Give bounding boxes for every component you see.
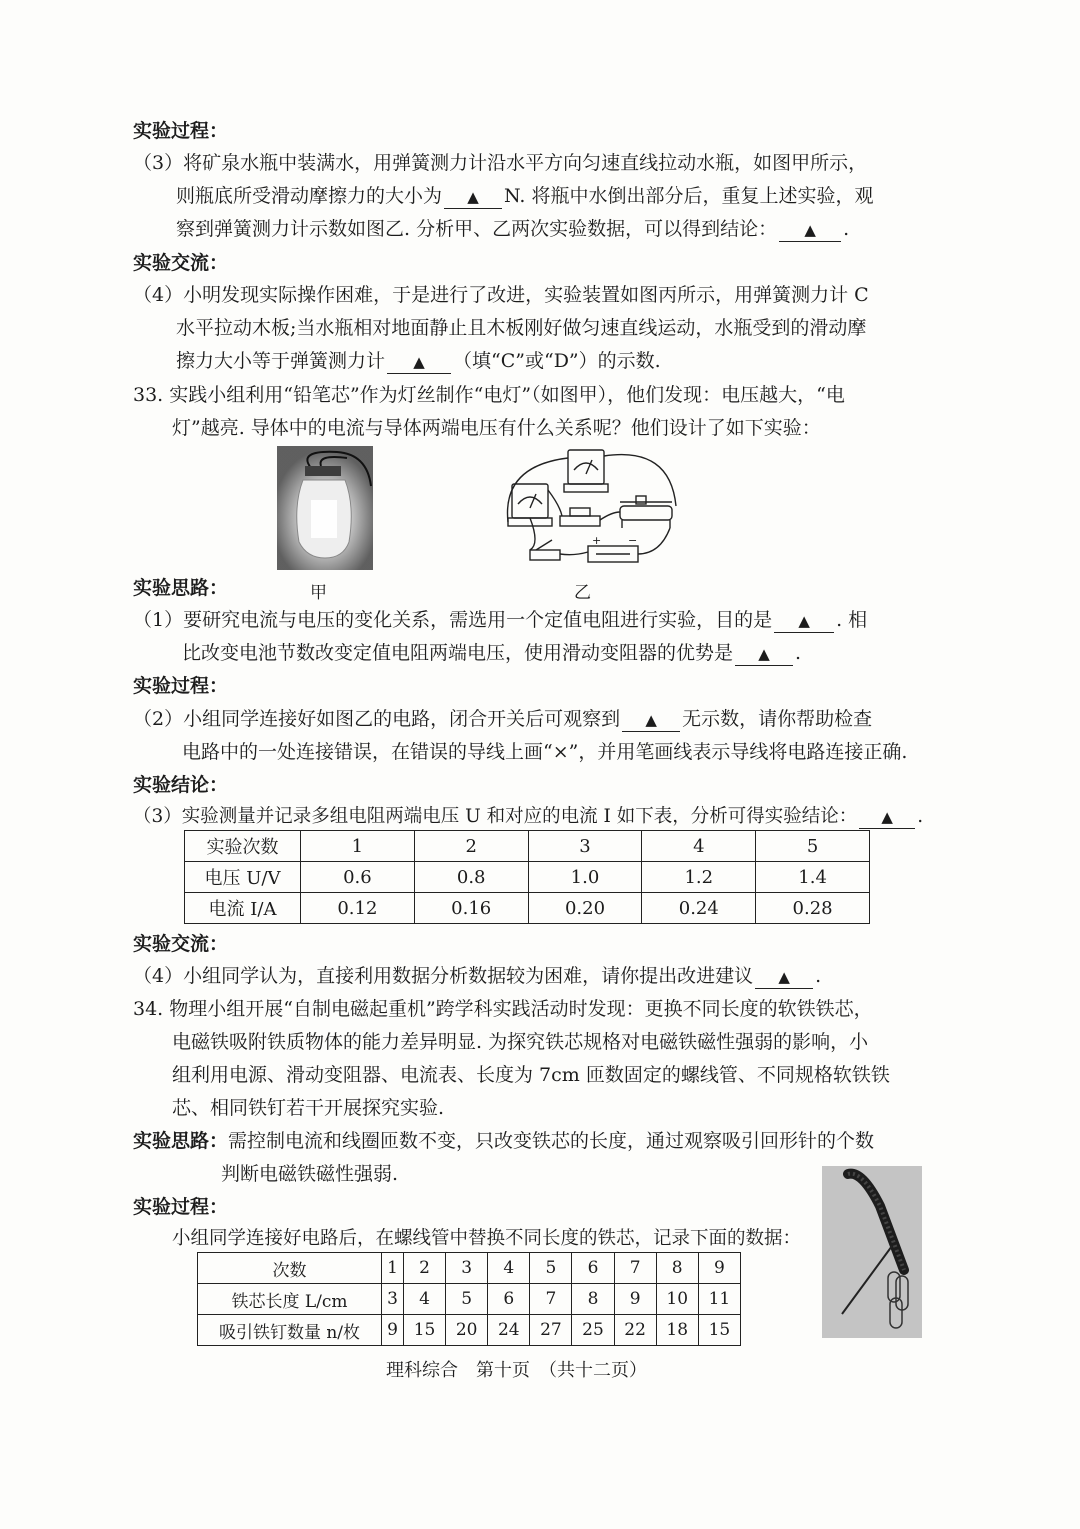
answer-blank[interactable]	[774, 609, 834, 633]
table-cell: 22	[614, 1315, 656, 1346]
figure-label-yi: 乙	[574, 583, 591, 603]
answer-blank[interactable]	[859, 806, 915, 829]
text: 察到弹簧测力计示数如图乙. 分析甲、乙两次实验数据，可以得到结论：	[176, 218, 778, 240]
page-footer: 理科综合 第十页 （共十二页）	[386, 1360, 647, 1381]
table-cell: 1.2	[642, 862, 756, 893]
table-cell: 1.0	[528, 862, 642, 893]
text: 则瓶底所受滑动摩擦力的大小为	[176, 185, 443, 207]
blank-mark: ▲	[467, 188, 479, 206]
text: 比改变电池节数改变定值电阻两端电压，使用滑动变阻器的优势是	[182, 642, 734, 664]
q33-4-line	[133, 962, 821, 990]
text: .	[795, 642, 802, 664]
section-heading: 实验交流：	[133, 933, 229, 955]
table-cell: 2	[414, 831, 528, 862]
table-cell: 15	[404, 1315, 446, 1346]
text: （4）小组同学认为，直接利用数据分析数据较为困难，请你提出改进建议	[133, 965, 754, 987]
blank-mark: ▲	[645, 711, 657, 729]
blank-mark: ▲	[413, 353, 425, 371]
table-cell: 1.4	[756, 862, 870, 893]
table-cell: 11	[698, 1284, 740, 1315]
table-cell: 5	[756, 831, 870, 862]
blank-mark: ▲	[798, 612, 810, 630]
section-heading: 实验思路：	[133, 577, 229, 599]
q4-line-1: （4）小明发现实际操作困难，于是进行了改进，实验装置如图丙所示，用弹簧测力计 C	[133, 284, 869, 306]
table-cell: 1	[301, 831, 415, 862]
table-cell: 4	[642, 831, 756, 862]
table-cell: 20	[446, 1315, 488, 1346]
q33-1-line-1	[133, 606, 867, 634]
answer-blank[interactable]	[444, 185, 502, 209]
answer-blank[interactable]	[387, 350, 451, 374]
q34-idea-line-1	[133, 1127, 874, 1155]
table-row	[185, 862, 870, 893]
q4-line-3	[176, 347, 661, 375]
table-row	[198, 1253, 741, 1284]
table-cell: 3	[382, 1284, 404, 1315]
blank-mark: ▲	[778, 968, 790, 986]
text: （2）小组同学连接好如图乙的电路，闭合开关后可观察到	[133, 708, 621, 730]
table-cell: 25	[572, 1315, 614, 1346]
table-cell: 0.24	[642, 893, 756, 924]
row-header: 电压 U/V	[185, 862, 301, 893]
q33-line-2: 灯”越亮. 导体中的电流与导体两端电压有什么关系呢？他们设计了如下实验：	[172, 417, 821, 439]
text: 无示数，请你帮助检查	[682, 708, 873, 730]
section-heading: 实验过程：	[133, 675, 229, 697]
circuit-diagram	[500, 446, 680, 570]
table-cell: 10	[656, 1284, 698, 1315]
lamp-photo	[277, 446, 373, 570]
q33-1-line-2	[182, 639, 801, 667]
row-header: 吸引铁钉数量 n/枚	[198, 1315, 382, 1346]
table-cell: 7	[530, 1284, 572, 1315]
table-row	[198, 1315, 741, 1346]
table-cell: 15	[698, 1315, 740, 1346]
q34-idea-line-2: 判断电磁铁磁性强弱.	[221, 1163, 399, 1185]
q34-line-3: 组利用电源、滑动变阻器、电流表、长度为 7cm 匝数固定的螺线管、不同规格软铁铁	[172, 1064, 890, 1086]
table-cell: 0.8	[414, 862, 528, 893]
q33-line-1: 33. 实践小组利用“铅笔芯”作为灯丝制作“电灯”（如图甲），他们发现：电压越大，“电	[133, 384, 845, 406]
blank-mark: ▲	[804, 221, 816, 239]
text: （1）要研究电流与电压的变化关系，需选用一个定值电阻进行实验，目的是	[133, 609, 773, 631]
q34-line-1: 34. 物理小组开展“自制电磁起重机”跨学科实践活动时发现：更换不同长度的软铁铁芯，	[133, 998, 873, 1020]
table-row	[185, 893, 870, 924]
answer-blank[interactable]	[779, 218, 841, 242]
answer-blank[interactable]	[755, 965, 813, 989]
table-cell: 5	[446, 1284, 488, 1315]
text: 需控制电流和线圈匝数不变，只改变铁芯的长度，通过观察吸引回形针的个数	[228, 1130, 875, 1152]
table-cell: 4	[488, 1253, 530, 1284]
section-heading: 实验思路：	[133, 1130, 229, 1152]
svg-text:+: +	[592, 534, 602, 547]
table-cell: 6	[488, 1284, 530, 1315]
table-cell: 0.6	[301, 862, 415, 893]
q33-2-line-1	[133, 705, 872, 733]
table-cell: 2	[404, 1253, 446, 1284]
blank-mark: ▲	[758, 645, 770, 663]
text: N. 将瓶中水倒出部分后，重复上述实验，观	[504, 185, 874, 207]
text: .	[917, 806, 924, 827]
table-cell: 7	[614, 1253, 656, 1284]
row-header: 次数	[198, 1253, 382, 1284]
table-cell: 6	[572, 1253, 614, 1284]
table-cell: 8	[572, 1284, 614, 1315]
table-cell: 0.28	[756, 893, 870, 924]
answer-blank[interactable]	[622, 708, 680, 732]
section-heading: 实验过程：	[133, 120, 229, 142]
table-cell: 3	[528, 831, 642, 862]
q3-line-1: （3）将矿泉水瓶中装满水，用弹簧测力计沿水平方向匀速直线拉动水瓶，如图甲所示，	[133, 152, 868, 174]
iron-core-table	[197, 1252, 741, 1346]
table-cell: 5	[530, 1253, 572, 1284]
text: （3）实验测量并记录多组电阻两端电压 U 和对应的电流 I 如下表，分析可得实验结论：	[133, 806, 858, 827]
table-cell: 9	[614, 1284, 656, 1315]
table-cell: 27	[530, 1315, 572, 1346]
table-cell: 18	[656, 1315, 698, 1346]
blank-mark: ▲	[881, 808, 893, 826]
table-cell: 9	[382, 1315, 404, 1346]
text: .	[815, 965, 822, 987]
q34-process-line: 小组同学连接好电路后，在螺线管中替换不同长度的铁芯，记录下面的数据：	[172, 1228, 802, 1249]
table-cell: 9	[698, 1253, 740, 1284]
table-row	[185, 831, 870, 862]
table-cell: 3	[446, 1253, 488, 1284]
section-heading: 实验交流：	[133, 252, 229, 274]
q34-line-2: 电磁铁吸附铁质物体的能力差异明显. 为探究铁芯规格对电磁铁磁性强弱的影响，小	[172, 1031, 869, 1053]
text: . 相	[836, 609, 868, 631]
table-cell: 0.20	[528, 893, 642, 924]
table-row	[198, 1284, 741, 1315]
text: （填“C”或“D”）的示数.	[453, 350, 661, 372]
q33-2-line-2: 电路中的一处连接错误，在错误的导线上画“×”，并用笔画线表示导线将电路连接正确.	[182, 741, 908, 763]
row-header: 电流 I/A	[185, 893, 301, 924]
table-cell: 8	[656, 1253, 698, 1284]
q3-line-2	[176, 182, 874, 210]
voltage-current-table	[184, 830, 870, 924]
table-cell: 4	[404, 1284, 446, 1315]
section-heading: 实验结论：	[133, 774, 229, 796]
section-heading: 实验过程：	[133, 1196, 229, 1218]
q33-3-line	[133, 803, 923, 831]
row-header: 实验次数	[185, 831, 301, 862]
text: 擦力大小等于弹簧测力计	[176, 350, 386, 372]
figure-label-jia: 甲	[310, 583, 327, 603]
svg-text:−: −	[628, 534, 638, 547]
q3-line-3	[176, 215, 849, 243]
q4-line-2: 水平拉动木板;当水瓶相对地面静止且木板刚好做匀速直线运动，水瓶受到的滑动摩	[176, 317, 867, 339]
table-cell: 24	[488, 1315, 530, 1346]
table-cell: 0.12	[301, 893, 415, 924]
row-header: 铁芯长度 L/cm	[198, 1284, 382, 1315]
answer-blank[interactable]	[735, 642, 793, 666]
electromagnet-photo	[822, 1166, 922, 1338]
table-cell: 0.16	[414, 893, 528, 924]
text: .	[843, 218, 850, 240]
table-cell: 1	[382, 1253, 404, 1284]
q34-line-4: 芯、相同铁钉若干开展探究实验.	[172, 1097, 445, 1119]
